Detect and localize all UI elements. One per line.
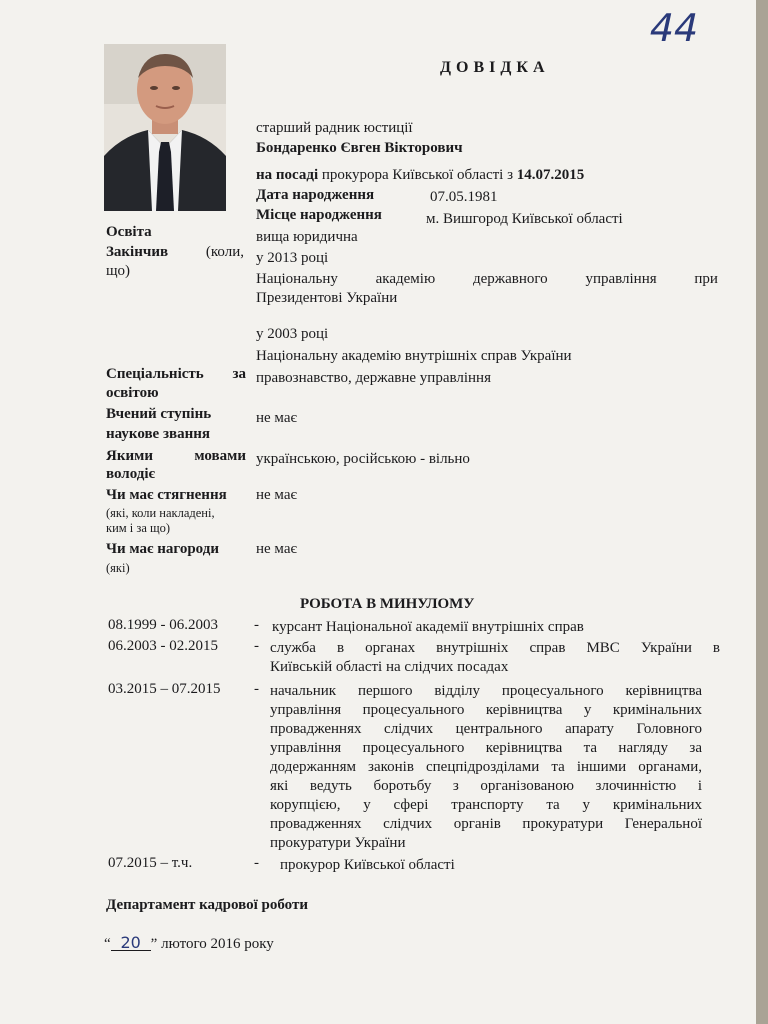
work-text-3-line9: прокуратури України (270, 835, 406, 851)
specialty-label (106, 366, 246, 383)
word: академію (375, 271, 436, 287)
finished-label-a: Закінчив (106, 244, 169, 260)
work-text-3-line6: які ведуть боротьбу з організованою злочинністю і (270, 778, 702, 794)
work-text-3-line8: провадженнях слідчих органів прокуратури Генеральної (270, 816, 702, 832)
department-name: Департамент кадрової роботи (106, 897, 308, 913)
finished-label-c: що) (106, 263, 131, 279)
education-label: Освіта (106, 224, 152, 240)
full-name: Бондаренко Євген Вікторович (256, 140, 463, 156)
specialty-label-c: освітою (106, 385, 159, 401)
specialty-label-a: Спеціальність (106, 366, 204, 382)
work-text-4-line1: прокурор Київської області (280, 857, 455, 873)
awards-value: не має (256, 541, 297, 557)
languages-label-b: мовами (194, 448, 246, 464)
education-year-1: у 2013 році (256, 250, 329, 266)
work-text-3-line4: управління процесуального керівництва та нагляду за (270, 740, 702, 756)
date-rest: лютого 2016 року (161, 936, 274, 952)
specialty-value: правознавство, державне управління (256, 370, 491, 386)
education-institution-2: Національну академію внутрішніх справ України (256, 348, 572, 364)
close-quote: ” (150, 936, 158, 952)
position-line (256, 167, 584, 184)
birth-date-label: Дата народження (256, 187, 375, 203)
languages-label-c: володіє (106, 466, 156, 482)
work-dash-3: - (254, 681, 259, 697)
education-institution-1-line1 (256, 271, 718, 288)
date-line (104, 935, 274, 953)
page-edge (756, 0, 768, 1024)
portrait-photo (104, 44, 226, 211)
education-year-2: у 2003 році (256, 326, 329, 342)
word: державного (472, 271, 548, 287)
birth-place-value: м. Вишгород Київської області (426, 211, 623, 227)
work-dash-1: - (254, 617, 259, 633)
position-prefix: на посаді (256, 167, 319, 183)
word: Національну (256, 271, 338, 287)
work-text-3-line3: провадженнях слідчих центрального апарату Головного (270, 721, 702, 737)
birth-place-label: Місце народження (256, 207, 382, 223)
finished-label (106, 244, 244, 261)
handwritten-page-number: 44 (645, 6, 704, 50)
degree-value: не має (256, 410, 297, 426)
languages-value: українською, російською - вільно (256, 451, 470, 467)
work-dash-4: - (254, 855, 259, 871)
word: при (694, 271, 718, 287)
work-text-3-line7: корупцією, у сфері транспорту та у кримінальних (270, 797, 702, 813)
penalties-note-b: ким і за що) (106, 521, 171, 535)
document-title: ДОВІДКА (440, 59, 550, 76)
work-period-3: 03.2015 – 07.2015 (108, 681, 221, 697)
work-text-2-line2: Київській області на слідчих посадах (270, 659, 509, 675)
work-period-4: 07.2015 – т.ч. (108, 855, 193, 871)
birth-date-value: 07.05.1981 (430, 189, 498, 205)
work-text-3-line1: начальник першого відділу процесуального керівництва (270, 683, 702, 699)
work-period-1: 08.1999 - 06.2003 (108, 617, 218, 633)
work-text-1-line1: курсант Національної академії внутрішніх справ (272, 619, 584, 635)
finished-label-b: (коли, (205, 244, 244, 260)
education-institution-1-line2: Президентові України (256, 290, 398, 306)
position-text: прокурора Київської області з (321, 167, 513, 183)
penalties-label: Чи має стягнення (106, 487, 227, 503)
work-text-3-line5: додержанням законів спецпідрозділами та іншими органами, (270, 759, 702, 775)
specialty-label-b: за (232, 366, 246, 382)
education-value: вища юридична (256, 229, 358, 245)
languages-label-a: Якими (106, 448, 153, 464)
word: управління (585, 271, 657, 287)
penalties-note-a: (які, коли накладені, (106, 506, 215, 520)
awards-note: (які) (106, 561, 130, 575)
work-text-2-line1: служба в органах внутрішніх справ МВС України в (270, 640, 720, 656)
rank: старший радник юстиції (256, 120, 413, 136)
work-section-title: РОБОТА В МИНУЛОМУ (300, 596, 475, 612)
open-quote: “ (104, 936, 111, 952)
work-text-3-line2: управління процесуального керівництва у кримінальних (270, 702, 702, 718)
awards-label: Чи має нагороди (106, 541, 219, 557)
work-period-2: 06.2003 - 02.2015 (108, 638, 218, 654)
degree-label-a: Вчений ступінь (106, 406, 212, 422)
penalties-value: не має (256, 487, 297, 503)
handwritten-day: 20 (111, 935, 151, 951)
position-date: 14.07.2015 (516, 167, 585, 183)
work-dash-2: - (254, 638, 259, 654)
degree-label-b: наукове звання (106, 426, 210, 442)
languages-label (106, 448, 246, 465)
